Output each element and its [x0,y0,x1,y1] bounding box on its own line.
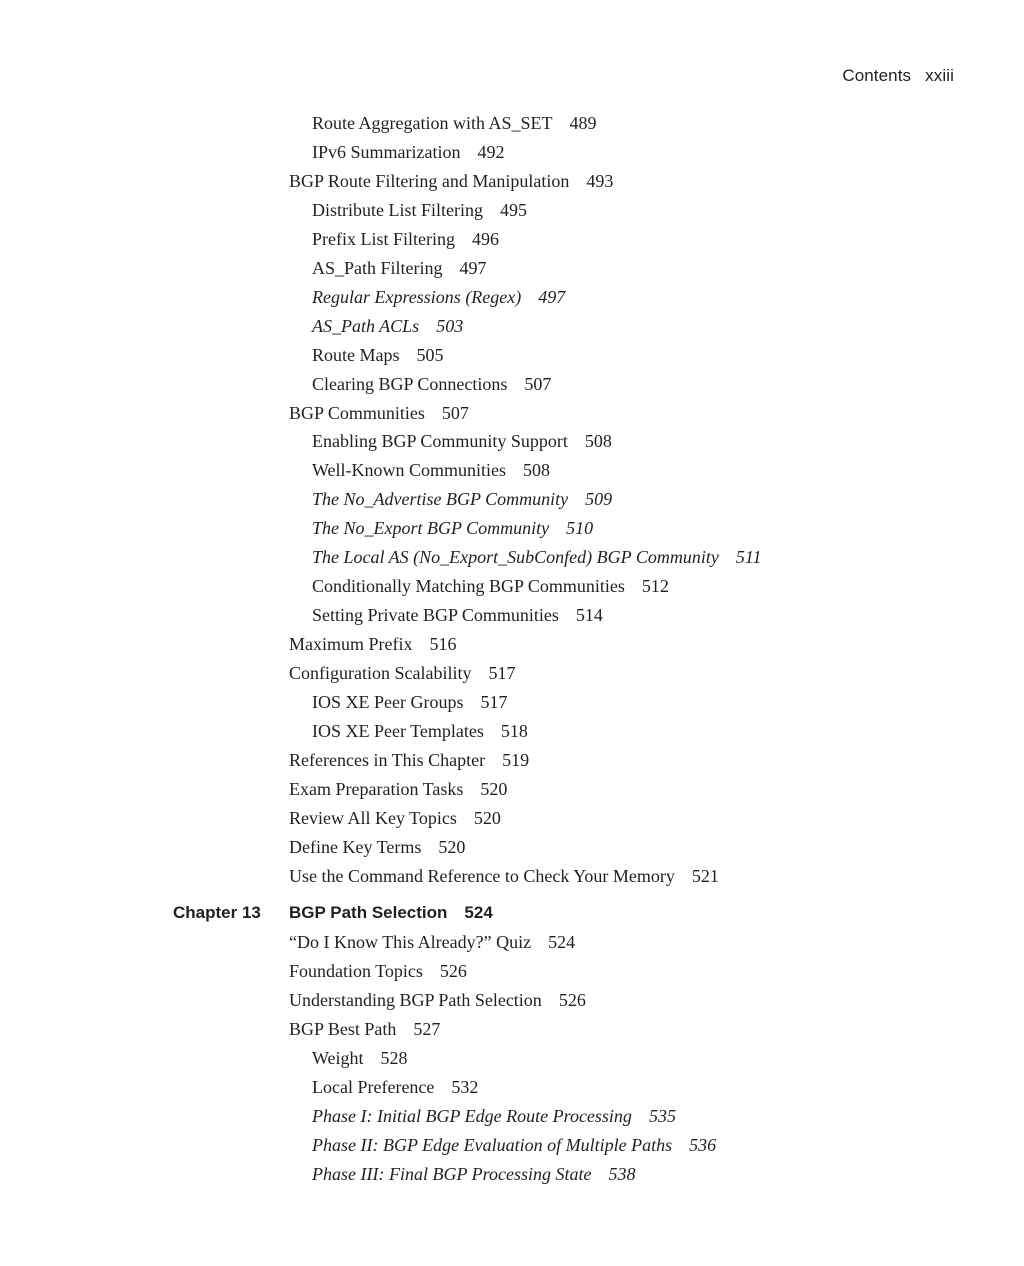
toc-entry [289,633,457,655]
running-head-page-number: xxiii [925,66,954,85]
toc-entry [312,373,551,395]
toc-entry [289,807,501,829]
toc-entry-page-number: 518 [500,720,528,741]
toc-entry [312,1076,478,1098]
toc-entry-title: IOS XE Peer Templates [312,720,484,741]
toc-entry-page-number: 511 [735,547,762,568]
running-head [842,66,954,86]
toc-entry [289,749,529,771]
toc-entry-title: Regular Expressions (Regex) [312,286,522,307]
running-head-label: Contents [842,66,912,85]
toc-entry [312,546,761,568]
toc-entry-title: Weight [312,1047,364,1068]
toc-entry-page-number: 528 [380,1047,408,1068]
toc-entry-title: Define Key Terms [289,836,422,857]
toc-entry [312,517,593,539]
toc-entry-title: Phase II: BGP Edge Evaluation of Multiple Paths [312,1134,673,1155]
toc-entry [312,575,669,597]
toc-entry-page-number: 526 [558,989,586,1010]
chapter-label: Chapter 13 [173,903,261,922]
toc-entry-page-number: 496 [472,228,499,249]
toc-entry-title: Exam Preparation Tasks [289,778,464,799]
toc-entry [312,604,603,626]
toc-entry-title: Conditionally Matching BGP Communities [312,576,625,597]
toc-entry-title: Enabling BGP Community Support [312,431,568,452]
toc-entry-title: Review All Key Topics [289,807,457,828]
toc-entry-page-number: 524 [548,932,576,952]
toc-entry [289,1018,440,1040]
toc-entry-title: References in This Chapter [289,749,486,770]
toc-entry [312,112,597,134]
toc-entry-title: BGP Route Filtering and Manipulation [289,170,570,191]
toc-entry [312,1134,716,1156]
toc-entry-title: Distribute List Filtering [312,199,483,220]
toc-entry-page-number: 512 [641,576,669,597]
toc-entry-title: Use the Command Reference to Check Your Memory [289,865,675,886]
toc-entry-title: Prefix List Filtering [312,228,455,249]
toc-entry-title: Route Aggregation with AS_SET [312,113,553,133]
toc-entry-page-number: 520 [480,778,508,799]
toc-entry-title: AS_Path ACLs [312,315,420,336]
toc-entry-title: IOS XE Peer Groups [312,692,464,712]
toc-entry-title: The No_Export BGP Community [312,518,550,539]
toc-entry-title: Route Maps [312,344,400,365]
toc-entry-page-number: 509 [585,489,613,510]
chapter-title-line [289,902,493,924]
toc-entry-title: Foundation Topics [289,960,423,981]
toc-entry-page-number: 527 [413,1018,441,1039]
toc-entry-page-number: 493 [586,170,614,191]
toc-entry [289,865,719,887]
toc-entry-page-number: 520 [438,836,466,857]
toc-entry [312,691,507,713]
toc-entry-page-number: 503 [436,315,464,336]
toc-entry [312,141,504,163]
toc-entry-title: Understanding BGP Path Selection [289,989,542,1010]
toc-entry [312,1163,635,1185]
toc-entry-title: Clearing BGP Connections [312,373,508,394]
toc-entry [312,459,550,481]
toc-entry-title: Setting Private BGP Communities [312,605,559,626]
toc-entry-page-number: 497 [538,286,566,307]
toc-entry-page-number: 505 [416,344,444,365]
toc-entry [312,228,499,250]
toc-entry-page-number: 532 [451,1076,479,1097]
toc-entry-title: BGP Best Path [289,1018,397,1039]
chapter-title: BGP Path Selection [289,903,448,922]
toc-entry-title: Phase III: Final BGP Processing State [312,1163,592,1184]
toc-entry [289,931,575,953]
toc-entry-title: Maximum Prefix [289,634,413,655]
toc-entry [289,960,467,982]
toc-entry-title: IPv6 Summarization [312,141,461,162]
toc-entry-page-number: 517 [480,692,508,712]
toc-entry-title: Local Preference [312,1076,435,1097]
toc-entry-page-number: 538 [608,1163,636,1184]
toc-entry-page-number: 492 [477,141,505,162]
toc-entry-page-number: 536 [689,1134,717,1155]
toc-entry-page-number: 508 [523,460,551,481]
toc-entry-page-number: 526 [439,960,467,981]
toc-entry [312,315,463,337]
toc-entry-title: Configuration Scalability [289,663,472,684]
toc-entry-title: The No_Advertise BGP Community [312,489,569,510]
toc-entry-page-number: 514 [575,605,603,626]
toc-entry [289,170,613,192]
toc-entry-page-number: 507 [524,373,552,394]
toc-entry-page-number: 489 [569,113,597,133]
toc-entry [289,989,586,1011]
toc-entry [289,778,507,800]
toc-entry-title: Well-Known Communities [312,460,507,481]
toc-entry [312,286,565,308]
toc-entry [312,344,444,366]
toc-entry-page-number: 507 [441,402,469,423]
toc-entry-page-number: 535 [648,1105,676,1126]
toc-entry-title: The Local AS (No_Export_SubConfed) BGP Community [312,547,719,568]
toc-entry-page-number: 497 [459,257,487,278]
toc-entry-title: Phase I: Initial BGP Edge Route Processing [312,1105,632,1126]
toc-entry-page-number: 510 [566,518,594,539]
toc-entry [312,430,612,452]
toc-entry-title: BGP Communities [289,402,425,423]
toc-entry [312,720,528,742]
toc-entry [312,488,612,510]
toc-entry [312,1047,408,1069]
toc-entry-page-number: 495 [500,199,527,220]
toc-entry-title: “Do I Know This Already?” Quiz [289,932,532,952]
toc-entry [312,257,487,279]
toc-entry-page-number: 517 [488,663,516,684]
toc-entry [289,836,465,858]
toc-entry-page-number: 516 [429,634,457,655]
toc-entry-page-number: 520 [473,807,501,828]
toc-entry-page-number: 521 [691,865,719,886]
toc-entry-title: AS_Path Filtering [312,257,443,278]
toc-entry-page-number: 519 [502,749,530,770]
toc-entry-page-number: 508 [584,431,612,452]
toc-entry [289,402,469,424]
toc-entry [312,1105,676,1127]
chapter-page-number: 524 [464,903,493,922]
toc-entry [289,662,515,684]
toc-entry [312,199,527,221]
